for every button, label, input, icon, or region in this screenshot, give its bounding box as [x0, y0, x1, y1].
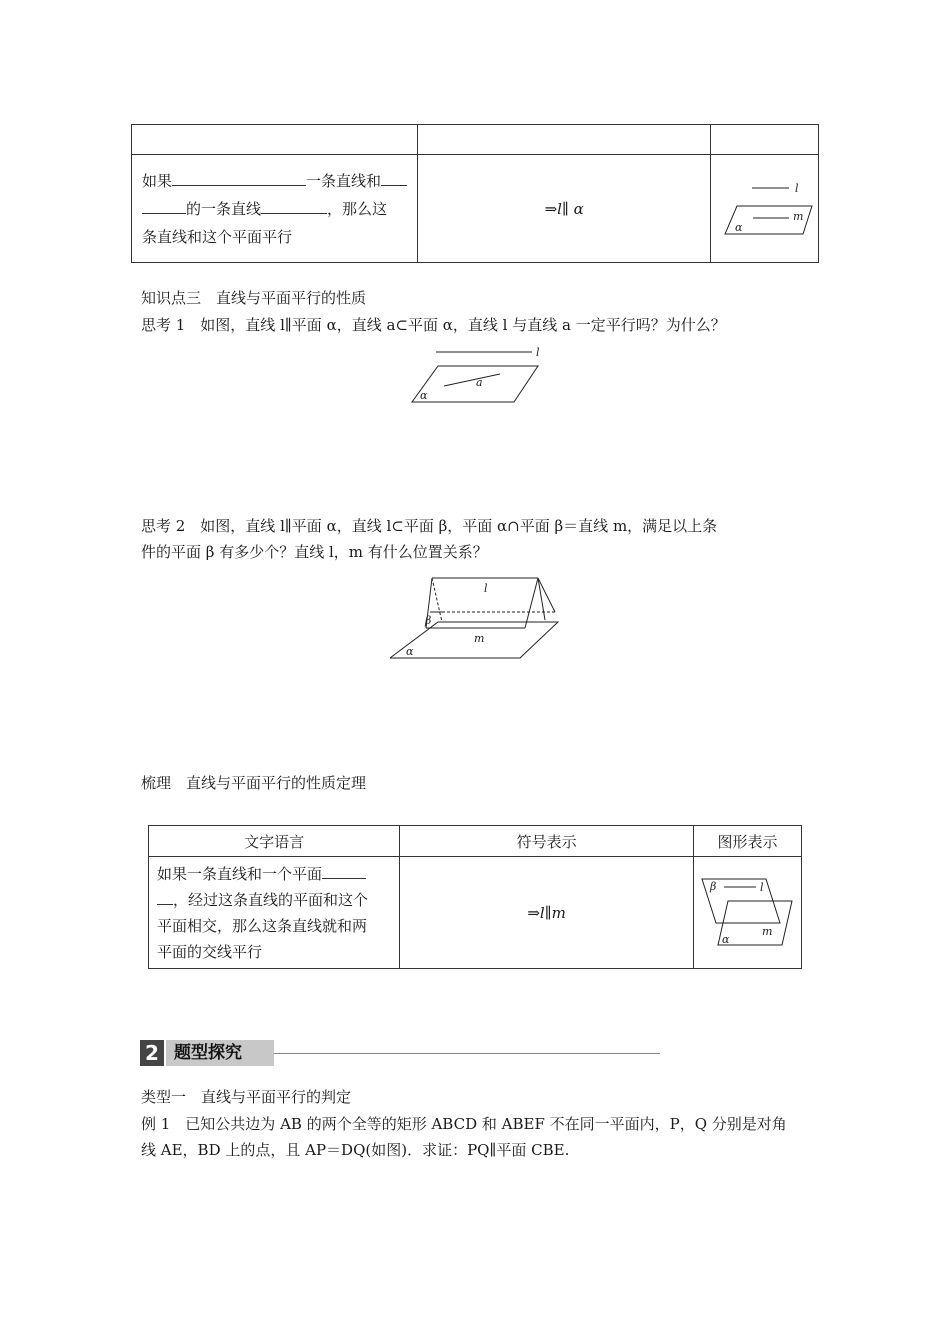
- label-m: m: [474, 632, 485, 645]
- table2-figure-cell: [694, 857, 802, 969]
- table2-symbol-cell: [400, 857, 694, 969]
- think2-question-line1: 思考 2 如图，直线 l∥平面 α，直线 l⊂平面 β，平面 α∩平面 β＝直线 m，满足以上条: [141, 517, 718, 535]
- example1-line2: 线 AE，BD 上的点，且 AP＝DQ(如图)．求证：PQ∥平面 CBE.: [141, 1141, 570, 1159]
- table1-header-cell: [711, 125, 819, 155]
- summary-title: 梳理 直线与平面平行的性质定理: [141, 774, 367, 792]
- text-segment: 一条直线和: [306, 171, 382, 190]
- label-beta: β: [425, 614, 432, 627]
- table1-header-cell: [132, 125, 418, 155]
- fill-blank[interactable]: [322, 862, 366, 879]
- label-alpha: α: [420, 389, 428, 402]
- text-segment: ，经过这条直线的平面和这个: [173, 890, 369, 909]
- symbol-text: ⇒l∥m: [527, 903, 566, 922]
- fill-blank[interactable]: [142, 197, 186, 214]
- label-l: l: [759, 880, 764, 894]
- table1-figure-cell: [711, 155, 819, 263]
- label-beta: β: [709, 879, 716, 893]
- section-title: 题型探究: [166, 1040, 274, 1066]
- symbol-text: ⇒l∥ α: [544, 199, 584, 218]
- table1-header-cell: [418, 125, 711, 155]
- text-segment: ，那么这: [327, 199, 388, 218]
- fill-blank[interactable]: [157, 888, 173, 905]
- header-text-language: 文字语言: [149, 826, 400, 857]
- section-rule: [274, 1053, 660, 1054]
- type1-title: 类型一 直线与平面平行的判定: [141, 1088, 352, 1106]
- table1-text-cell: [132, 155, 418, 263]
- text-segment: 条直线和这个平面平行: [142, 227, 293, 246]
- label-l: l: [794, 181, 799, 195]
- label-m: m: [761, 924, 772, 938]
- header-figure: 图形表示: [694, 826, 802, 857]
- table2-text-cell: [149, 857, 400, 969]
- label-l: l: [536, 346, 540, 359]
- label-alpha: α: [734, 220, 742, 234]
- text-segment: 平面相交，那么这条直线就和两: [157, 916, 368, 935]
- text-segment: 如果: [142, 171, 173, 190]
- text-segment: 的一条直线: [186, 199, 262, 218]
- think1-figure: [408, 344, 548, 406]
- property-theorem-table: [148, 825, 802, 969]
- think1-question: 思考 1 如图，直线 l∥平面 α，直线 a⊂平面 α，直线 l 与直线 a 一定平行吗？为什么？: [141, 316, 726, 334]
- label-alpha: α: [721, 932, 729, 946]
- section-number: 2: [140, 1040, 164, 1066]
- header-symbol: 符号表示: [400, 826, 694, 857]
- label-m: m: [792, 209, 803, 223]
- text-segment: 如果一条直线和一个平面: [157, 864, 323, 883]
- label-alpha: α: [406, 645, 414, 658]
- fill-blank[interactable]: [381, 169, 407, 186]
- fill-blank[interactable]: [172, 169, 306, 186]
- label-a: a: [476, 376, 483, 389]
- knowledge-point-title: 知识点三 直线与平面平行的性质: [141, 289, 367, 307]
- line-plane-figure: [717, 174, 813, 240]
- plane-intersection-figure: [700, 873, 796, 949]
- text-segment: 平面的交线平行: [157, 942, 263, 961]
- table1-symbol-cell: [418, 155, 711, 263]
- think2-figure: [390, 572, 565, 662]
- think2-question-line2: 件的平面 β 有多少个？直线 l，m 有什么位置关系？: [141, 543, 488, 561]
- label-l: l: [484, 582, 488, 595]
- example1-line1: 例 1 已知公共边为 AB 的两个全等的矩形 ABCD 和 ABEF 不在同一平面内，P，Q 分别是对角: [141, 1115, 787, 1133]
- fill-blank[interactable]: [261, 197, 327, 214]
- criterion-table: [131, 124, 819, 263]
